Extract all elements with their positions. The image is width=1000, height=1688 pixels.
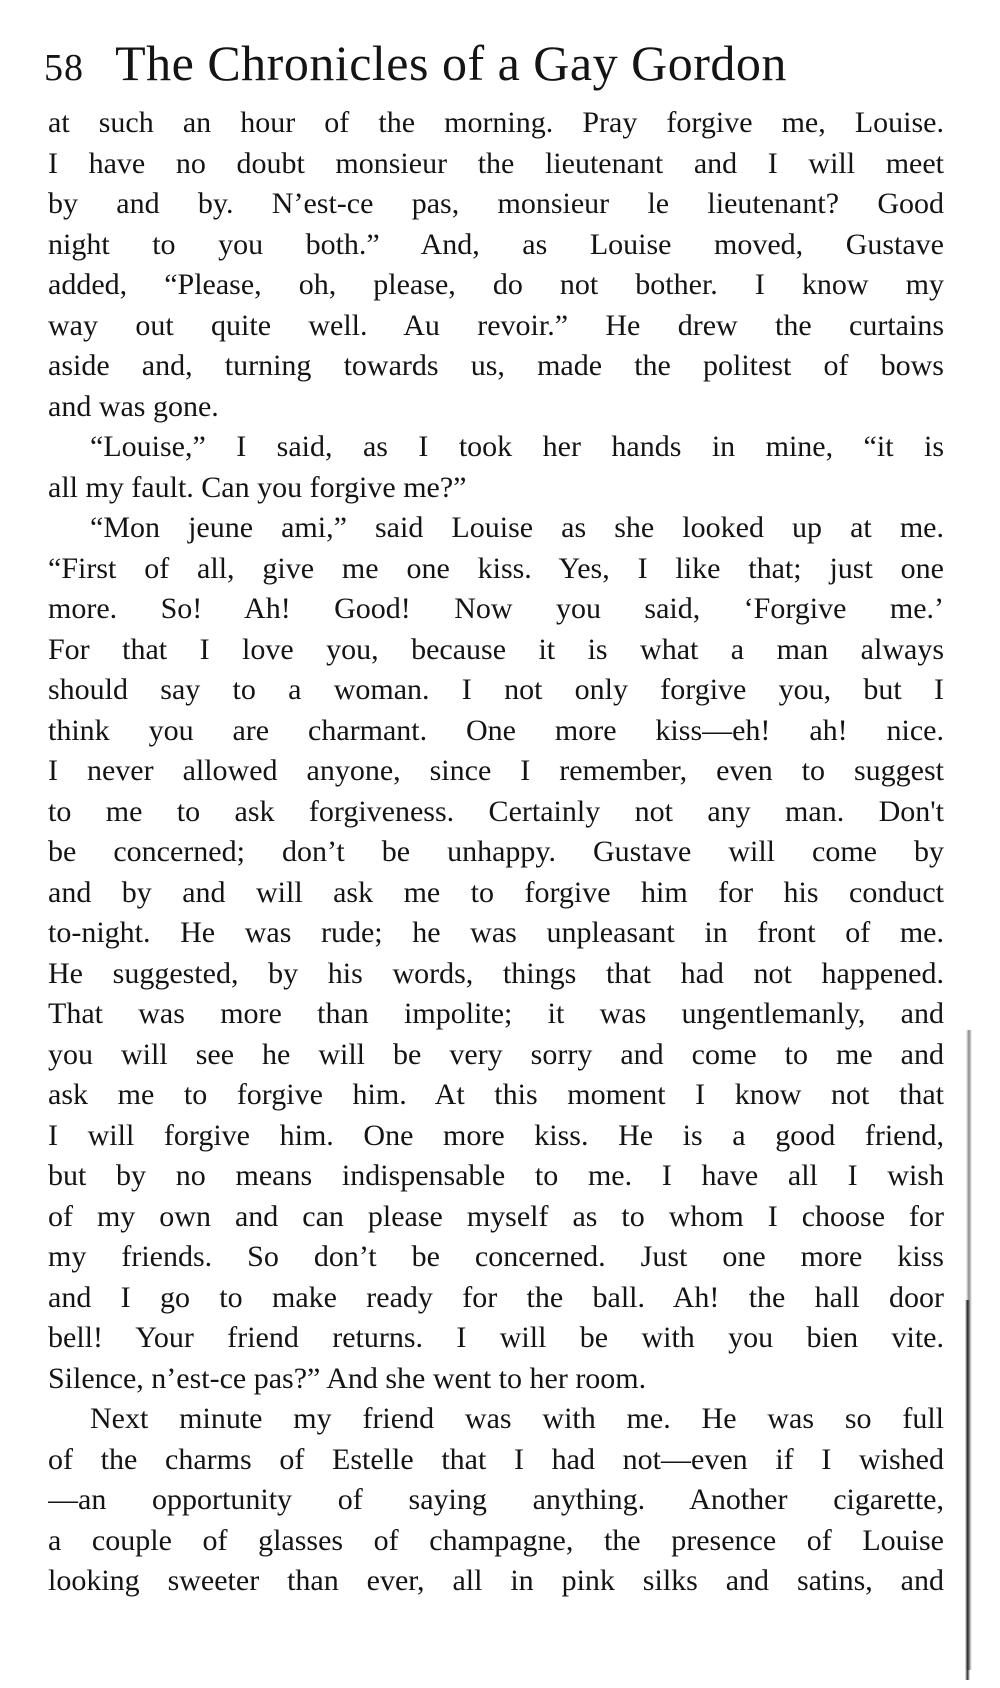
text-line: For that I love you, because it is what a man always <box>48 632 944 666</box>
text-line: but by no means indispensable to me. I have all I wish <box>48 1159 944 1192</box>
text-line: way out quite well. Au revoir.” He drew the curtains <box>48 308 944 342</box>
page-number: 58 <box>44 47 84 89</box>
text-line: my friends. So don’t be concerned. Just one more kiss <box>48 1240 944 1273</box>
text-line: I never allowed anyone, since I remember, even to suggest <box>48 754 944 787</box>
text-line: and was gone. <box>48 389 219 423</box>
page-header <box>44 34 944 94</box>
text-line: at such an hour of the morning. Pray forgive me, Louise. <box>48 106 944 139</box>
text-line: be concerned; don’t be unhappy. Gustave will come by <box>48 835 944 868</box>
text-line: of the charms of Estelle that I had not—even if I wished <box>48 1442 944 1476</box>
text-line: night to you both.” And, as Louise moved, Gustave <box>48 227 944 261</box>
text-line: to me to ask forgiveness. Certainly not any man. Don't <box>48 794 944 828</box>
body-text <box>48 103 944 1602</box>
text-line: you will see he will be very sorry and come to me and <box>48 1037 944 1071</box>
text-line: think you are charmant. One more kiss—eh! ah! nice. <box>48 713 944 747</box>
text-line: and by and will ask me to forgive him for his conduct <box>48 875 944 909</box>
text-line: Silence, n’est-ce pas?” And she went to her room. <box>48 1361 647 1395</box>
running-title: The Chronicles of a Gay Gordon <box>115 35 787 91</box>
text-line: “Mon jeune ami,” said Louise as she looked up at me. <box>90 511 944 544</box>
text-line: —an opportunity of saying anything. Another cigarette, <box>48 1483 944 1516</box>
text-line: a couple of glasses of champagne, the presence of Louise <box>48 1523 944 1557</box>
text-line: I will forgive him. One more kiss. He is a good friend, <box>48 1118 944 1152</box>
text-line: Next minute my friend was with me. He was so full <box>90 1402 944 1435</box>
text-line: “First of all, give me one kiss. Yes, I like that; just one <box>48 551 944 585</box>
text-line: of my own and can please myself as to whom I choose for <box>48 1199 944 1233</box>
text-line: That was more than impolite; it was ungentlemanly, and <box>48 997 944 1030</box>
text-line: should say to a woman. I not only forgive you, but I <box>48 673 944 706</box>
text-line: added, “Please, oh, please, do not bother. I know my <box>48 268 944 301</box>
text-line: bell! Your friend returns. I will be with you bien vite. <box>48 1321 944 1354</box>
text-line: and I go to make ready for the ball. Ah! the hall door <box>48 1280 944 1314</box>
text-line: ask me to forgive him. At this moment I know not that <box>48 1078 944 1111</box>
text-line: by and by. N’est-ce pas, monsieur le lieutenant? Good <box>48 187 944 220</box>
text-line: looking sweeter than ever, all in pink silks and satins, and <box>48 1564 944 1597</box>
page-edge-shadow-dark <box>965 1300 970 1680</box>
text-line: all my fault. Can you forgive me?” <box>48 470 467 504</box>
text-line: to-night. He was rude; he was unpleasant in front of me. <box>48 916 944 949</box>
text-line: “Louise,” I said, as I took her hands in mine, “it is <box>90 430 944 463</box>
text-line: I have no doubt monsieur the lieutenant and I will meet <box>48 146 944 180</box>
text-line: He suggested, by his words, things that had not happened. <box>48 956 944 990</box>
text-line: more. So! Ah! Good! Now you said, ‘Forgive me.’ <box>48 592 944 625</box>
text-line: aside and, turning towards us, made the politest of bows <box>48 349 944 382</box>
